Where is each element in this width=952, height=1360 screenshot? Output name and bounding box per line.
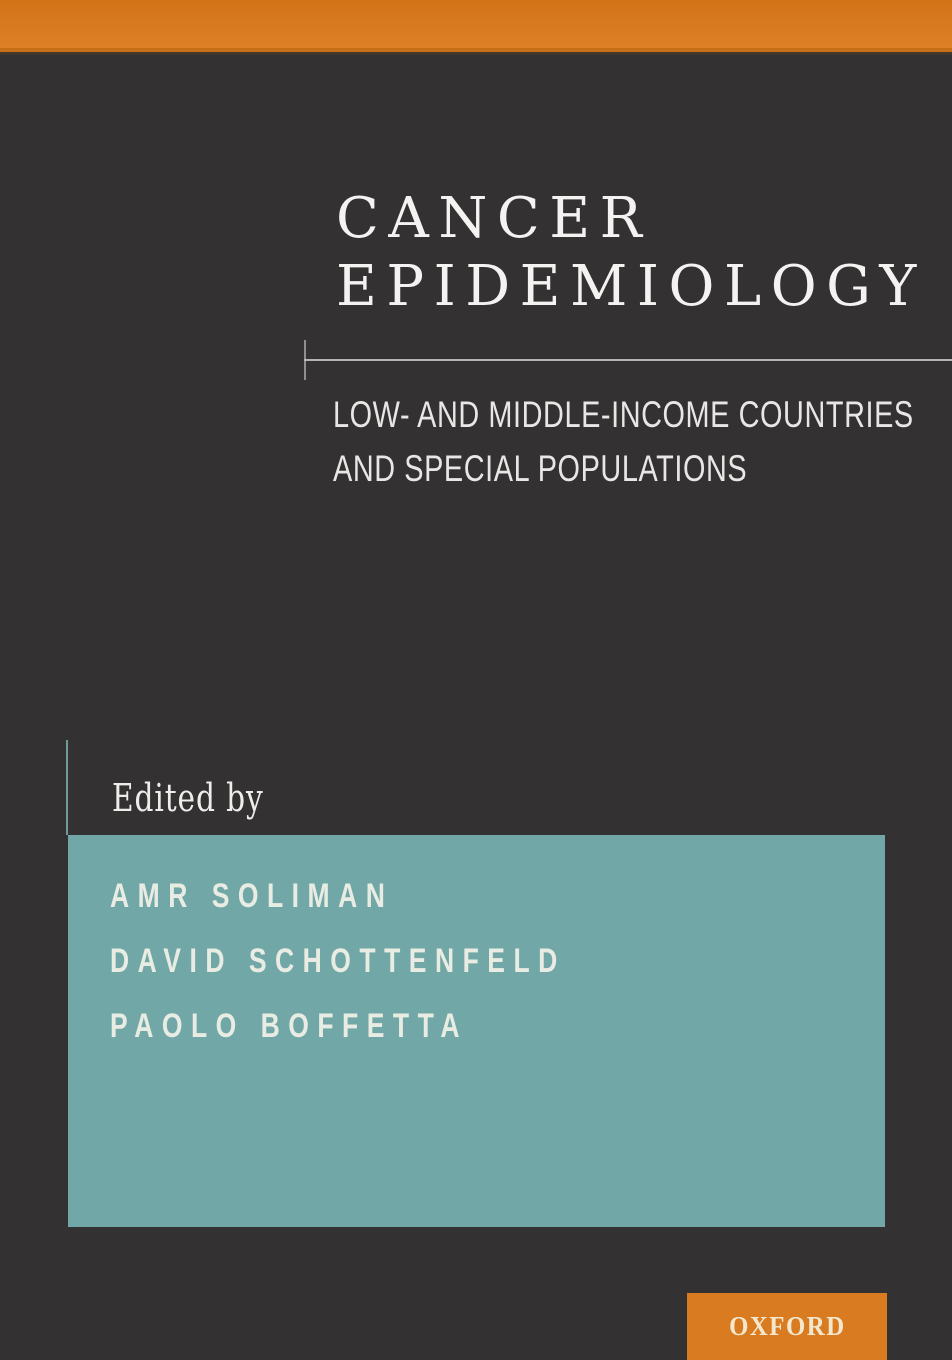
editors-accent-line	[66, 740, 68, 835]
editor-name-1: AMR SOLIMAN	[110, 877, 394, 915]
subtitle-line-1: LOW- AND MIDDLE-INCOME COUNTRIES	[333, 394, 914, 435]
top-accent-bar	[0, 0, 952, 52]
editors-list	[68, 835, 885, 1059]
publisher-logo-box	[687, 1293, 887, 1360]
editor-name-3: PAOLO BOFFETTA	[110, 1007, 468, 1045]
subtitle-line-2: AND SPECIAL POPULATIONS	[333, 448, 748, 489]
book-title-line-2: EPIDEMIOLOGY	[336, 254, 926, 319]
book-title-line-1: CANCER	[336, 186, 652, 251]
editors-panel	[68, 835, 885, 1227]
book-title	[336, 185, 926, 321]
book-subtitle	[333, 388, 914, 496]
publisher-name: OXFORD	[728, 1311, 846, 1341]
divider-rule	[304, 359, 952, 361]
edited-by-label: Edited by	[112, 776, 264, 820]
editor-name-2: DAVID SCHOTTENFELD	[110, 942, 566, 980]
